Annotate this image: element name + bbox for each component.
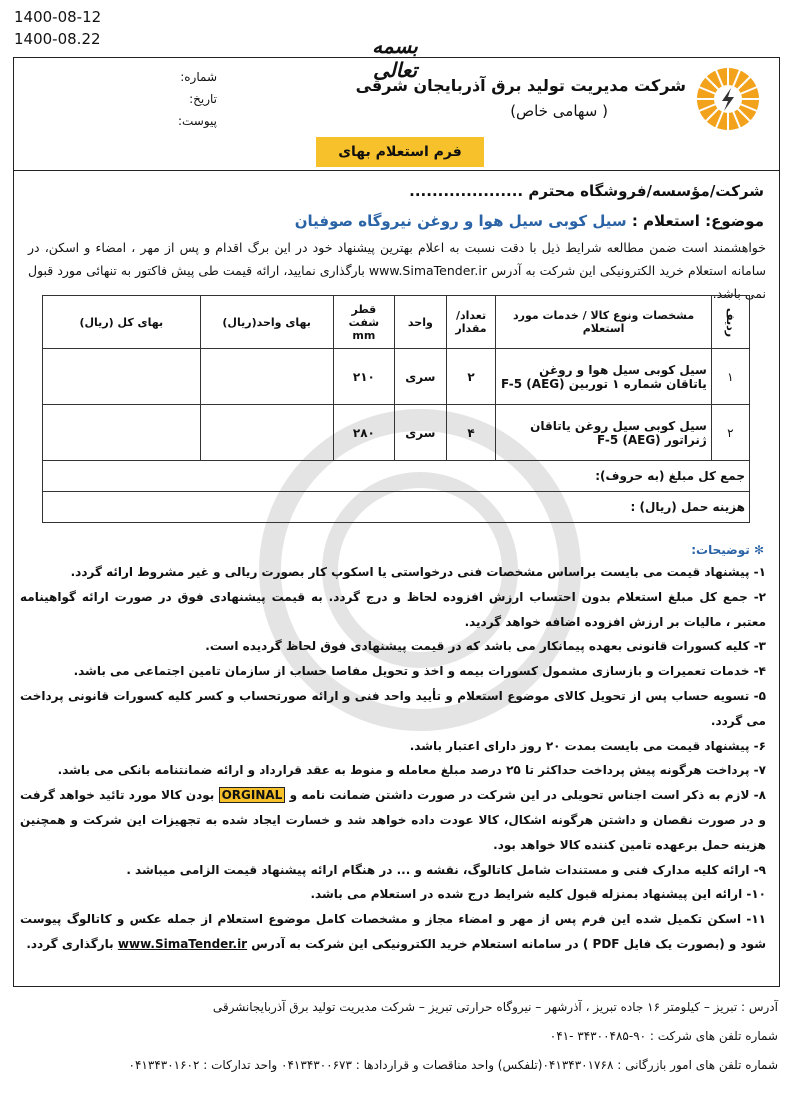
header-diameter: قطر شفت mm	[333, 296, 394, 349]
note-item: ۹- ارائه کلیه مدارک فنی و مستندات شامل کاتالوگ، نقشه و ... در هنگام ارائه پیشنهاد قیمت الزامی میباشد .	[126, 862, 766, 877]
header-unit-price: بهای واحد(ریال)	[200, 296, 333, 349]
note-item: ۶- پیشنهاد قیمت می بایست بمدت ۲۰ روز دارای اعتبار باشد.	[409, 738, 766, 753]
simatender-link[interactable]: www.SimaTender.ir	[117, 936, 248, 951]
row-unit-price	[200, 349, 333, 405]
letter-meta	[157, 66, 217, 132]
header-divider	[14, 170, 779, 171]
row-description: سیل کوبی سیل هوا و روغن یاتاقان شماره ۱ توربین (AEG) F-5	[496, 349, 711, 405]
shipping-row	[43, 492, 750, 523]
header-unit: واحد	[395, 296, 447, 349]
attachment-label: پیوست:	[177, 114, 217, 128]
date-2: 1400-08.22	[14, 30, 101, 48]
note-item: ۳- کلیه کسورات قانونی بعهده پیمانکار می باشد که در قیمت پیشنهادی فوق لحاظ گردیده است.	[205, 639, 766, 654]
footer-phones: شماره تلفن های شرکت : ۹۰-۳۴۳۰۰۴۸۵ -۰۴۱	[549, 1029, 778, 1043]
sum-label: جمع کل مبلغ (به حروف):	[43, 461, 750, 492]
notes-title: ✻ توضیحات:	[691, 543, 764, 557]
number-label: شماره:	[180, 70, 217, 84]
note-item: ۷- پرداخت هرگونه پیش پرداخت حداکثر تا ۲۵ درصد مبلغ معامله و منوط به عقد قرارداد و ارائه ضمانتنامه بانکی می باشد.	[57, 763, 766, 778]
row-unit-price	[200, 405, 333, 461]
subject-text: سیل کوبی سیل هوا و روغن نیروگاه صوفیان	[294, 212, 627, 230]
row-quantity: ۲	[446, 349, 496, 405]
row-number: ۲	[711, 405, 749, 461]
row-total-price	[43, 349, 201, 405]
notes-list	[20, 560, 766, 957]
date-1: 1400-08-12	[14, 8, 102, 26]
note-item-11: ۱۱- اسکن تکمیل شده این فرم پس از مهر و امضاء مجاز و مشخصات کامل موضوع استعلام از جمله عکس و کاتالوگ پیوست شود و (بصورت یک فایل PDF ) در سامانه استعلام خرید الکترونیکی این شرکت به آدرس www.SimaTender.ir بارگذاری گردد.	[20, 912, 766, 951]
company-logo-icon	[695, 66, 761, 132]
note-item: ۴- خدمات تعمیرات و بازسازی مشمول کسورات بیمه و اخذ و تحویل مفاصا حساب از سازمان تامین اجتماعی می باشد.	[73, 664, 766, 679]
note-item: ۵- تسویه حساب پس از تحویل کالای موضوع استعلام و تأیید واحد فنی و ارائه صورتحساب و کسر کلیه کسورات قانونی پرداخت می گردد.	[20, 688, 766, 728]
note-item: ۱- پیشنهاد قیمت می بایست براساس مشخصات فنی درخواستی یا اسکوپ کار بصورت ریالی و غیر مشروط ارائه گردد.	[70, 565, 766, 579]
shipping-label: هزینه حمل (ریال) :	[43, 492, 750, 523]
row-description: سیل کوبی سیل روغن یاتاقان ژنراتور F-5 (AEG)	[496, 405, 711, 461]
footer-commerce: شماره تلفن های امور بازرگانی : ۰۴۱۳۴۳۰۱۷۶۸(تلفکس) واحد مناقصات و قراردادها : ۰۴۱۳۴۳۰۰۶۷۳ واحد تدارکات : ۰۴۱۳۴۳۰۱۶۰۲	[128, 1058, 778, 1072]
header-quantity: تعداد/ مقدار	[446, 296, 496, 349]
header-row-number: ردیف	[711, 296, 749, 349]
company-type: ( سهامی خاص)	[510, 102, 608, 120]
table-header-row	[43, 296, 750, 349]
subject-line	[295, 212, 764, 230]
note-item: ۲- جمع کل مبلغ استعلام بدون احتساب ارزش افزوده لحاظ و درج گردد. به قیمت پیشنهادی فوق در صورت ارائه گواهینامه معتبر ، مالیات بر ارزش افزوده اضافه خواهد گردید.	[20, 589, 766, 629]
row-diameter: ۲۱۰	[333, 349, 394, 405]
row-total-price	[43, 405, 201, 461]
row-diameter: ۲۸۰	[333, 405, 394, 461]
sum-row	[43, 461, 750, 492]
header-total-price: بهای کل (ریال)	[43, 296, 201, 349]
row-quantity: ۴	[446, 405, 496, 461]
row-number: ۱	[711, 349, 749, 405]
note-item: ۱۰- ارائه این پیشنهاد بمنزله قبول کلیه شرایط درج شده در استعلام می باشد.	[310, 887, 766, 902]
company-name: شرکت مدیریت تولید برق آذربایجان شرقی	[355, 76, 686, 95]
table-row	[43, 405, 750, 461]
note-item-8: ۸- لازم به ذکر است اجناس تحویلی در این شرکت در صورت داشتن ضمانت نامه و ORGINAL بودن کالا مورد تائید خواهد گرفت و در صورت نقصان و داشتن هرگونه اشکال، کالا عودت داده خواهد شد و خسارت ایجاد شده به تجهیزات این شرکت و همچنین هزینه حمل برعهده تامین کننده کالا خواهد بود.	[20, 788, 766, 852]
row-unit: سری	[395, 405, 447, 461]
inquiry-table	[42, 295, 750, 523]
original-highlight: ORGINAL	[219, 787, 286, 803]
table-row	[43, 349, 750, 405]
intro-paragraph: خواهشمند است ضمن مطالعه شرایط ذیل با دقت نسبت به اعلام بهترین پیشنهاد خود در این برگ اقدام و پس از مهر ، امضاء و اسکن، در سامانه استعلام خرید الکترونیکی این شرکت به آدرس www.SimaTender.ir بارگذاری نمایید، ارائه قیمت طی پیش فاکتور به تنهائی مورد قبول نمی باشد.	[28, 240, 766, 301]
document-dates	[14, 6, 101, 50]
footer-address: آدرس : تبریز – کیلومتر ۱۶ جاده تبریز ، آذرشهر – نیروگاه حرارتی تبریز – شرکت مدیریت تولید برق آذربایجانشرقی	[212, 1000, 778, 1014]
form-title: فرم استعلام بهای	[316, 137, 484, 167]
asterisk-icon: ✻	[749, 543, 764, 557]
subject-label: موضوع: استعلام :	[631, 212, 764, 230]
header-description: مشخصات ونوع کالا / خدمات مورد استعلام	[496, 296, 711, 349]
row-unit: سری	[395, 349, 447, 405]
recipient-line: شرکت/مؤسسه/فروشگاه محترم ....................	[409, 182, 764, 200]
date-label: تاریخ:	[189, 92, 217, 106]
bismillah: بسمه تعالی	[372, 34, 418, 82]
